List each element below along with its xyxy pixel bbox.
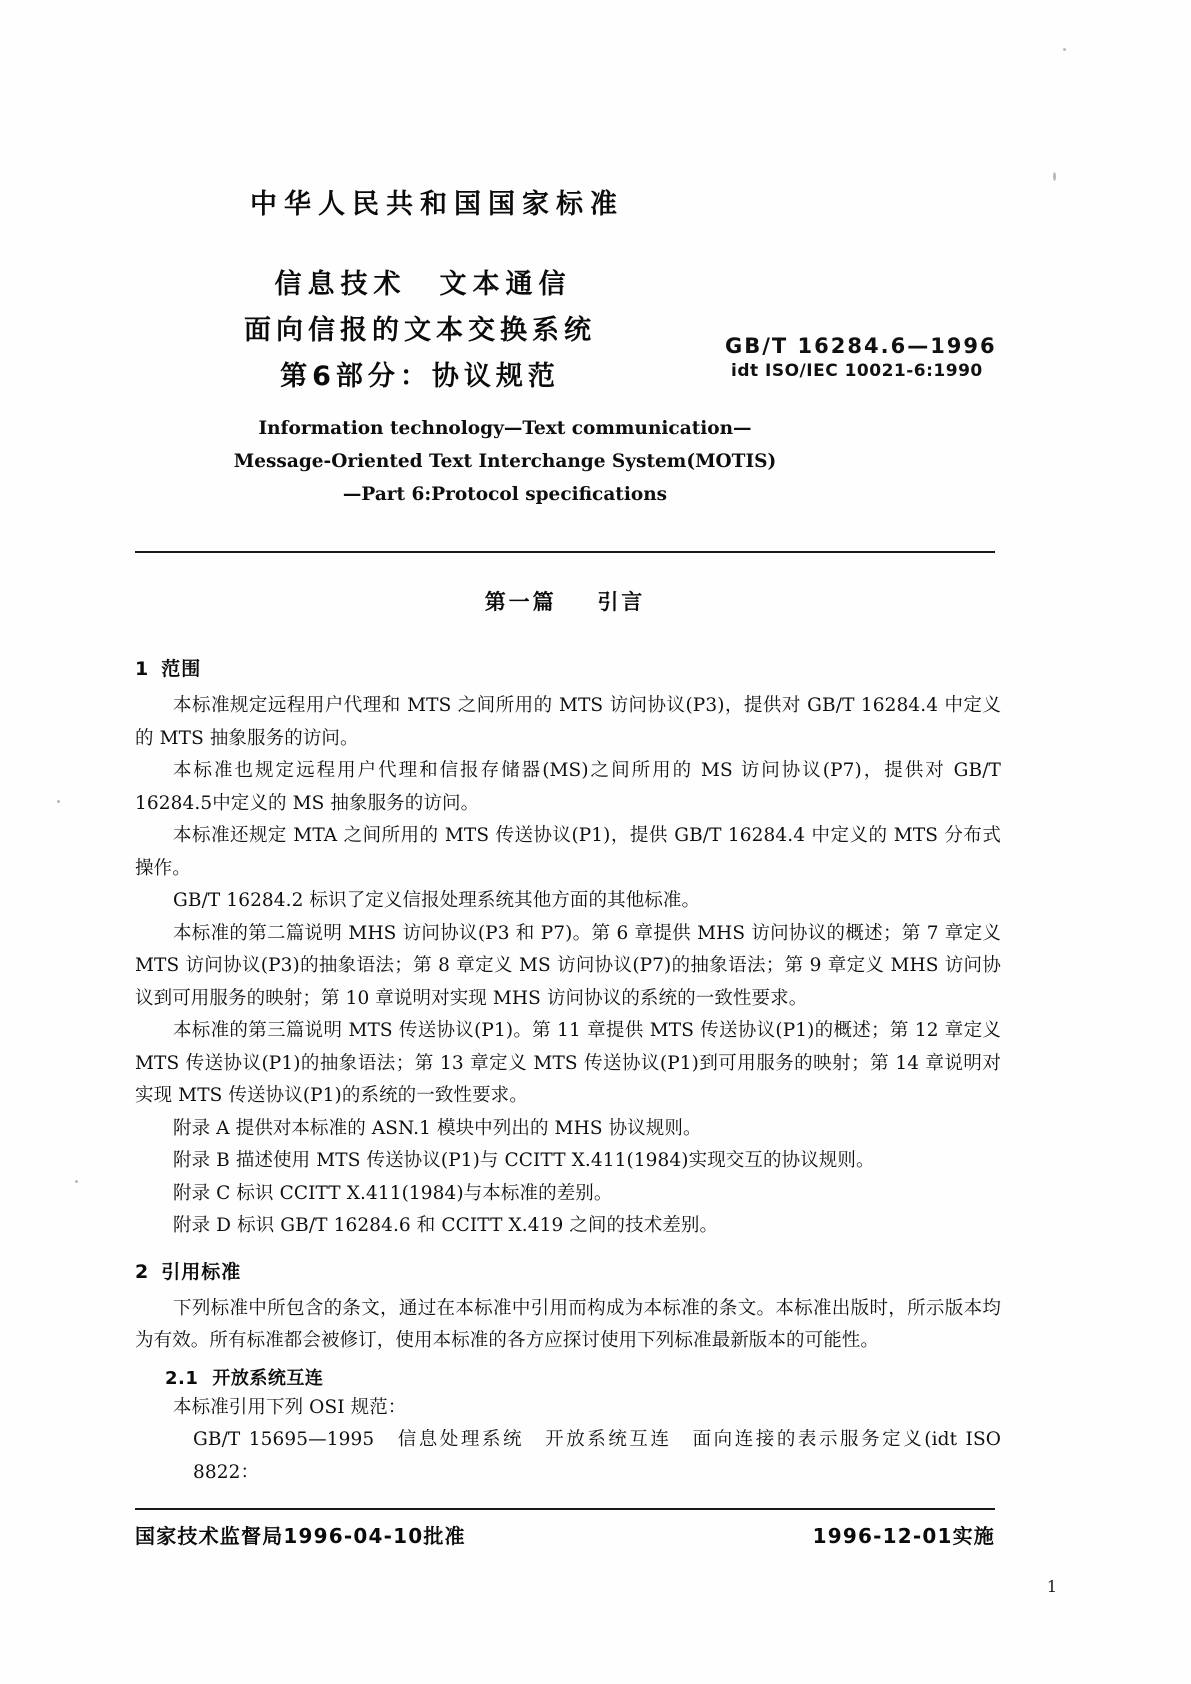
paragraph: GB/T 16284.2 标识了定义信报处理系统其他方面的其他标准。: [173, 890, 701, 911]
footer: [135, 1520, 995, 1549]
section-heading-normative-references: [135, 1257, 1001, 1284]
header-divider: [135, 551, 995, 553]
paragraph: 本标准规定远程用户代理和 MTS 之间所用的 MTS 访问协议(P3)，提供对 GB/T 16284.4 中定义的 MTS 抽象服务的访问。: [135, 695, 1001, 749]
scan-speck: [57, 800, 60, 803]
implementation-statement: 1996-12-01实施: [812, 1524, 995, 1548]
section-number: 1: [135, 658, 150, 680]
section-title: 范围: [161, 658, 202, 680]
english-title: [140, 412, 870, 511]
subsection-heading-osi: [135, 1364, 1001, 1390]
chinese-title-line-3: 第6部分：协议规范: [280, 361, 560, 392]
section-number: 2: [135, 1260, 150, 1283]
approval-statement: 国家技术监督局1996-04-10批准: [135, 1524, 466, 1548]
part-heading-title: 引言: [597, 590, 646, 614]
paragraph: 本标准的第三篇说明 MTS 传送协议(P1)。第 11 章提供 MTS 传送协议(P1)的概述；第 12 章定义 MTS 传送协议(P1)的抽象语法；第 13 章定义 MTS 传送协议(P1)到可用服务的映射；第 14 章说明对实现 MTS 传送协议(P1)的系统的一致性要求。: [135, 1020, 1001, 1106]
masthead: [140, 182, 1050, 221]
annex-line: 附录 A 提供对本标准的 ASN.1 模块中列出的 MHS 协议规则。: [173, 1117, 702, 1139]
scan-speck: [75, 1180, 78, 1183]
title-block: [140, 262, 1050, 422]
subsection-lead: 本标准引用下列 OSI 规范：: [173, 1396, 407, 1418]
chinese-title: [140, 262, 700, 400]
nation-title: 中华人民共和国国家标准: [250, 189, 624, 220]
english-title-line-2: Message-Oriented Text Interchange System(MOTIS): [233, 451, 777, 472]
footer-divider: [135, 1508, 995, 1510]
scan-speck: [1063, 48, 1066, 51]
document-body: [135, 640, 1001, 1489]
idt-reference: idt ISO/IEC 10021-6:1990: [731, 361, 983, 381]
part-heading-label: 第一篇: [484, 590, 557, 614]
subsection-title: 开放系统互连: [212, 1367, 324, 1389]
chinese-title-line-2: 面向信报的文本交换系统: [244, 315, 596, 346]
paragraph: 本标准也规定远程用户代理和信报存储器(MS)之间所用的 MS 访问协议(P7)，提供对 GB/T 16284.5中定义的 MS 抽象服务的访问。: [135, 760, 1001, 814]
reference-entry: GB/T 15695—1995 信息处理系统 开放系统互连 面向连接的表示服务定义(idt ISO 8822：: [193, 1429, 1001, 1483]
part-heading: [135, 586, 995, 616]
english-title-line-3: —Part 6:Protocol specifications: [342, 484, 668, 505]
annex-line: 附录 C 标识 CCITT X.411(1984)与本标准的差别。: [173, 1182, 613, 1204]
subsection-number: 2.1: [165, 1367, 199, 1389]
page-number: 1: [1046, 1577, 1057, 1596]
scan-speck: [1053, 172, 1056, 181]
standard-number: GB/T 16284.6—1996: [725, 334, 997, 358]
paragraph: 本标准还规定 MTA 之间所用的 MTS 传送协议(P1)，提供 GB/T 16284.4 中定义的 MTS 分布式操作。: [135, 825, 1001, 879]
annex-line: 附录 D 标识 GB/T 16284.6 和 CCITT X.419 之间的技术差别。: [173, 1215, 719, 1236]
chinese-title-line-1: 信息技术 文本通信: [274, 269, 572, 300]
section-title: 引用标准: [161, 1260, 242, 1283]
paragraph: 本标准的第二篇说明 MHS 访问协议(P3 和 P7)。第 6 章提供 MHS 访问协议的概述；第 7 章定义 MTS 访问协议(P3)的抽象语法；第 8 章定义 MS 访问协议(P7)的抽象语法；第 9 章定义 MHS 访问协议到可用服务的映射；第 10 章说明对实现 MHS 访问协议的系统的一致性要求。: [135, 922, 1001, 1009]
section-heading-scope: [135, 654, 1001, 681]
paragraph: 下列标准中所包含的条文，通过在本标准中引用而构成为本标准的条文。本标准出版时，所示版本均为有效。所有标准都会被修订，使用本标准的各方应探讨使用下列标准最新版本的可能性。: [135, 1297, 1001, 1351]
english-title-line-1: Information technology—Text communication—: [258, 418, 752, 439]
standard-number-block: [725, 334, 1055, 381]
annex-line: 附录 B 描述使用 MTS 传送协议(P1)与 CCITT X.411(1984)实现交互的协议规则。: [173, 1150, 875, 1171]
